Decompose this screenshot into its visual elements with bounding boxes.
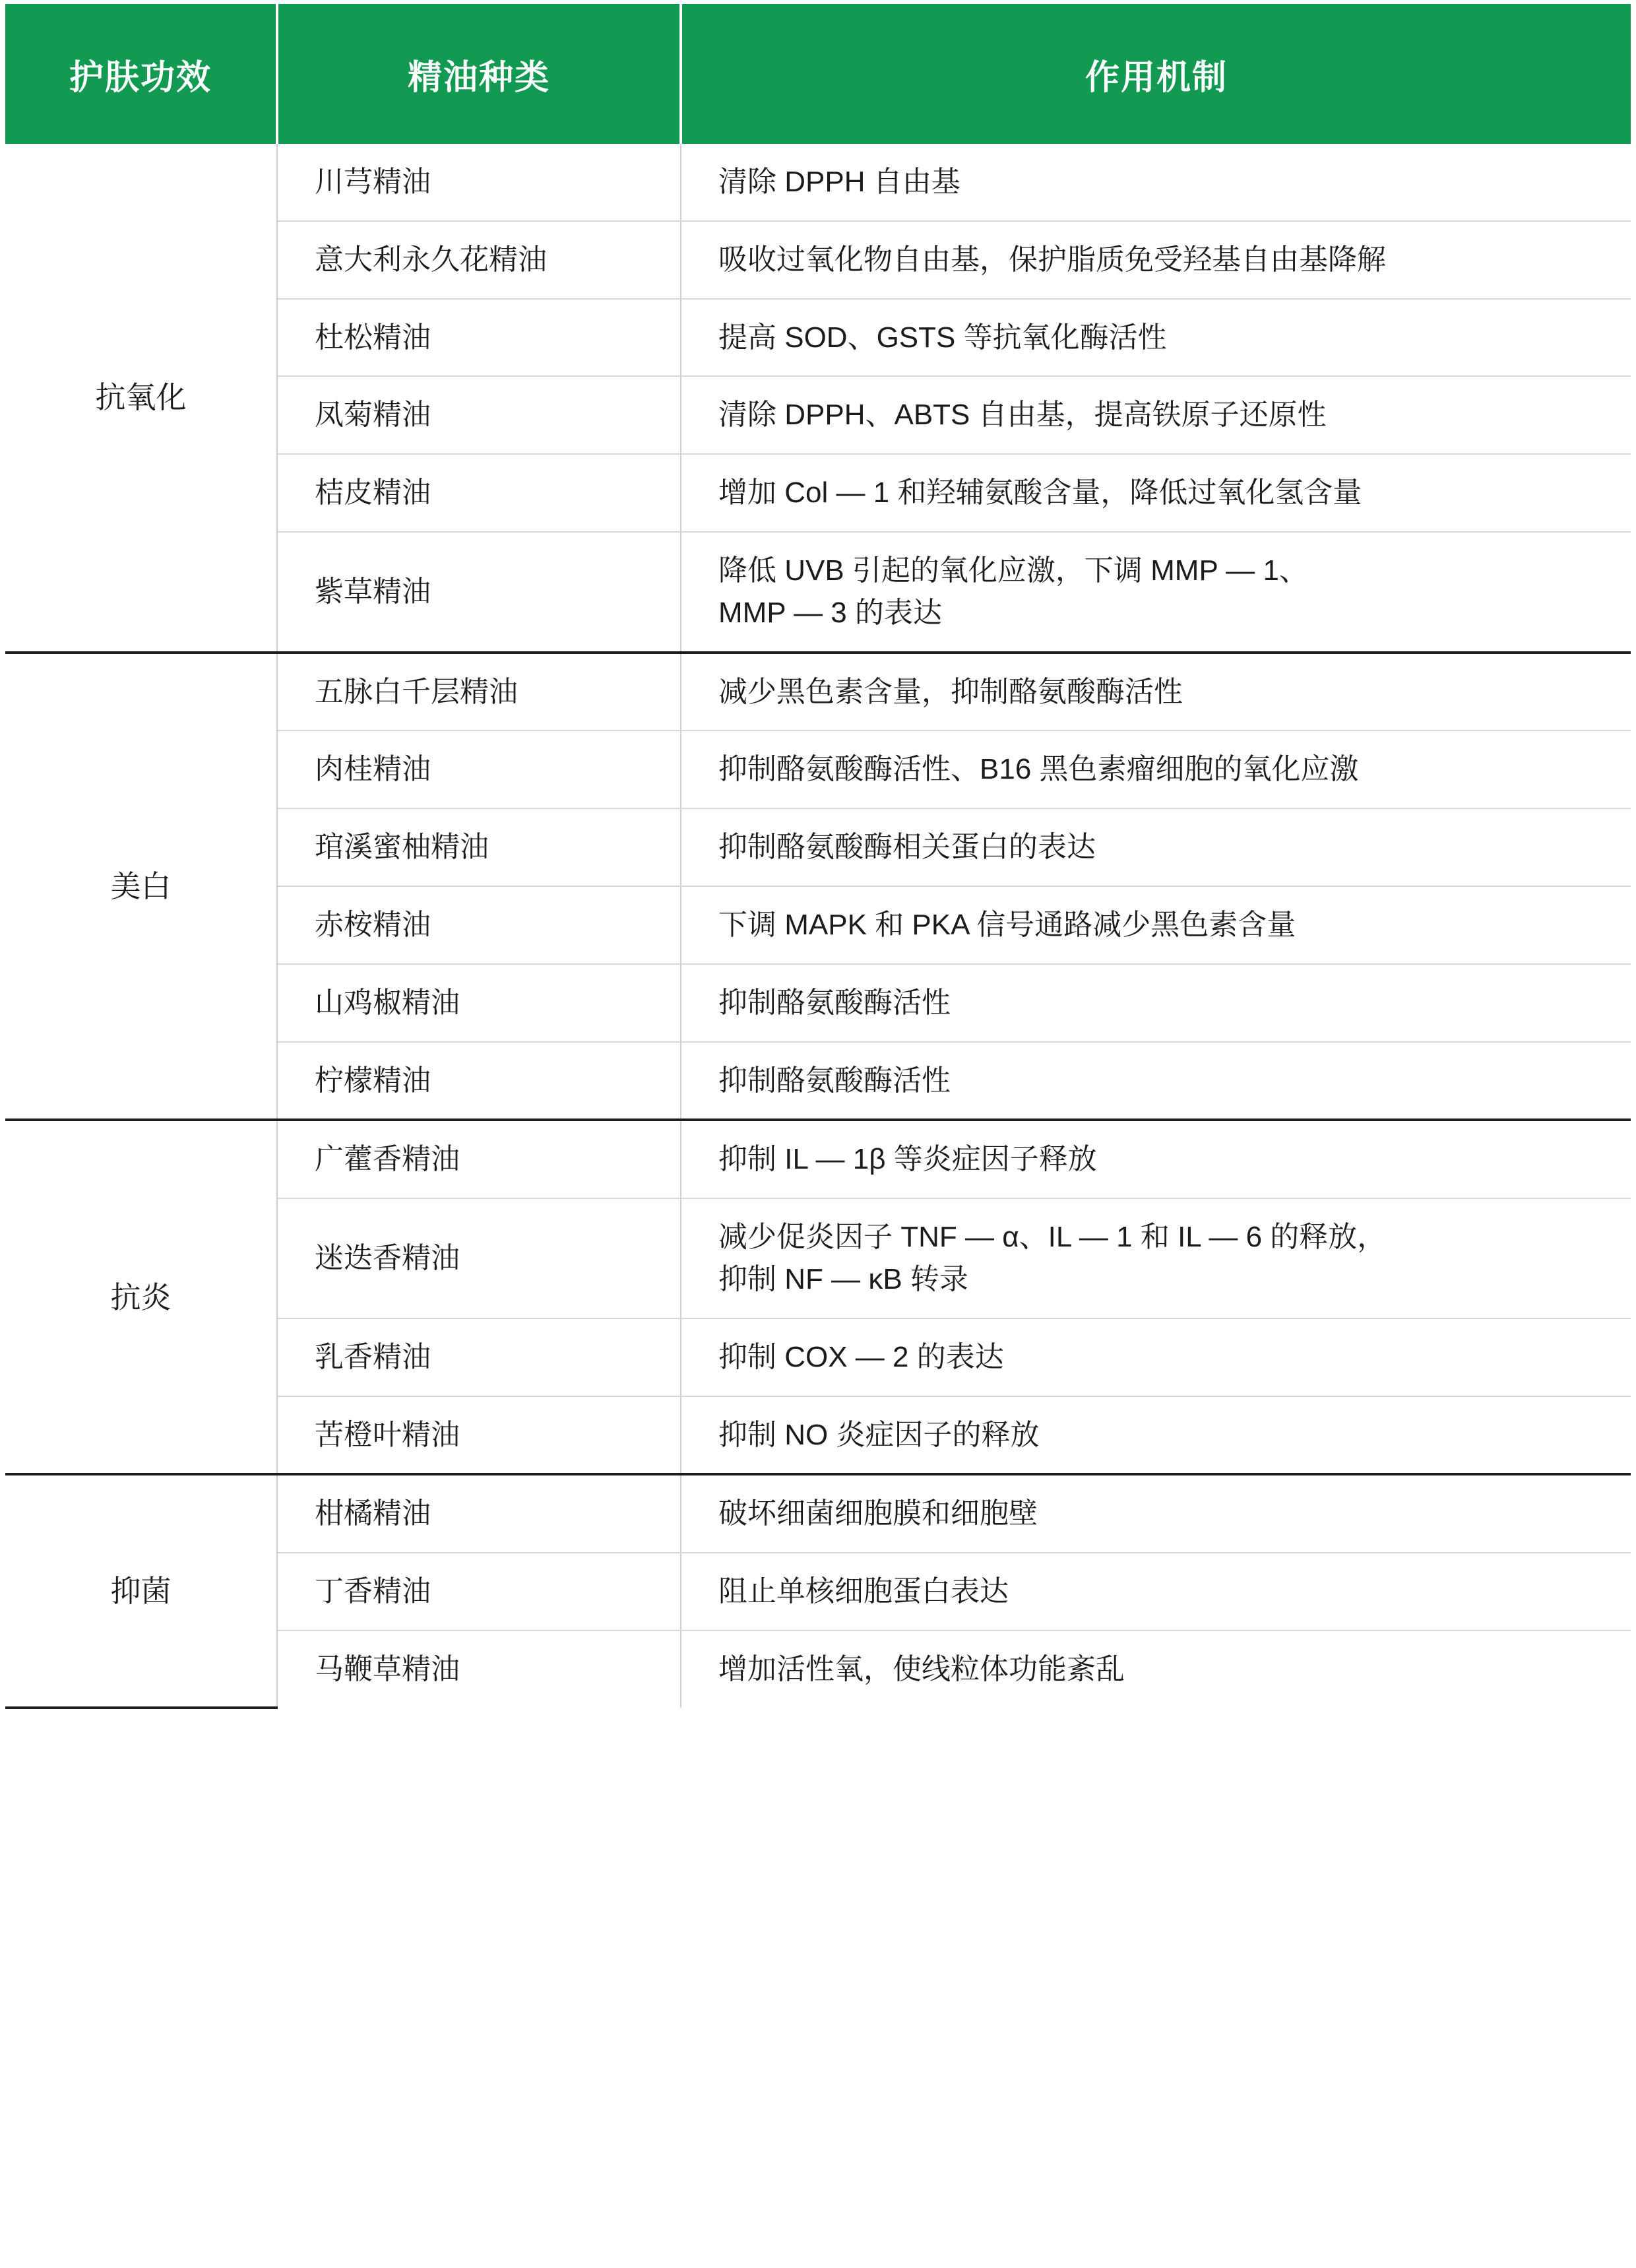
mechanism-line-2: 抑制 NF — κB 转录 [718,1262,968,1295]
mechanism-text: 抑制酪氨酸酶相关蛋白的表达 [681,808,1631,886]
mechanism-text: 抑制酪氨酸酶活性 [681,964,1631,1042]
mechanism-text: 清除 DPPH、ABTS 自由基，提高铁原子还原性 [681,376,1631,454]
mechanism-text: 下调 MAPK 和 PKA 信号通路减少黑色素含量 [681,886,1631,964]
oil-name: 柑橘精油 [277,1474,681,1553]
mechanism-text: 抑制 COX — 2 的表达 [681,1318,1631,1396]
oil-name: 迷迭香精油 [277,1198,681,1318]
mechanism-text: 增加 Col — 1 和羟辅氨酸含量，降低过氧化氢含量 [681,454,1631,532]
mechanism-text: 吸收过氧化物自由基，保护脂质免受羟基自由基降解 [681,221,1631,299]
table-row [5,1474,1631,1553]
mechanism-text: 抑制 NO 炎症因子的释放 [681,1396,1631,1475]
mechanism-text: 抑制酪氨酸酶活性、B16 黑色素瘤细胞的氧化应激 [681,730,1631,808]
table-row [5,1120,1631,1198]
oil-name: 肉桂精油 [277,730,681,808]
oil-name: 柠檬精油 [277,1042,681,1120]
oil-name: 赤桉精油 [277,886,681,964]
oil-name: 马鞭草精油 [277,1631,681,1708]
table-body [5,144,1631,1708]
oil-name: 凤菊精油 [277,376,681,454]
mechanism-text: 破坏细菌细胞膜和细胞壁 [681,1474,1631,1553]
mechanism-text: 清除 DPPH 自由基 [681,144,1631,221]
oil-name: 杜松精油 [277,299,681,377]
mechanism-text: 抑制 IL — 1β 等炎症因子释放 [681,1120,1631,1198]
mechanism-text: 增加活性氧，使线粒体功能紊乱 [718,1652,1125,1685]
oil-name: 紫草精油 [277,532,681,653]
table-header [5,4,1631,144]
efficacy-label-antioxidant: 抗氧化 [5,144,277,653]
mechanism-text [681,532,1631,653]
table-row [5,653,1631,731]
oil-name: 山鸡椒精油 [277,964,681,1042]
efficacy-label-antiinflammatory: 抗炎 [5,1120,277,1474]
mechanism-text: 提高 SOD、GSTS 等抗氧化酶活性 [681,299,1631,377]
oil-name: 桔皮精油 [277,454,681,532]
mechanism-text [681,1198,1631,1318]
column-header-oil-type: 精油种类 [277,4,681,144]
mechanism-line-1: 减少促炎因子 TNF — α、IL — 1 和 IL — 6 的释放， [718,1221,1387,1254]
oil-name: 丁香精油 [277,1553,681,1631]
efficacy-label-whitening: 美白 [5,653,277,1120]
efficacy-label-antibacterial: 抑菌 [5,1474,277,1707]
column-header-mechanism: 作用机制 [681,4,1631,144]
oil-name: 川芎精油 [277,144,681,221]
mechanism-line-1: 降低 UVB 引起的氧化应激，下调 MMP — 1、 [718,554,1308,587]
skincare-efficacy-table [5,4,1631,1709]
oil-name: 广藿香精油 [277,1120,681,1198]
table-header-row [5,4,1631,144]
mechanism-text: 抑制酪氨酸酶活性 [681,1042,1631,1120]
oil-name: 乳香精油 [277,1318,681,1396]
mechanism-text: 减少黑色素含量，抑制酪氨酸酶活性 [681,653,1631,731]
column-header-efficacy: 护肤功效 [5,4,277,144]
mechanism-line-2: MMP — 3 的表达 [718,596,943,629]
oil-name: 五脉白千层精油 [277,653,681,731]
oil-name: 琯溪蜜柚精油 [277,808,681,886]
oil-name: 意大利永久花精油 [277,221,681,299]
oil-name: 苦橙叶精油 [277,1396,681,1475]
mechanism-text: 阻止单核细胞蛋白表达 [681,1553,1631,1631]
table-row [5,144,1631,221]
